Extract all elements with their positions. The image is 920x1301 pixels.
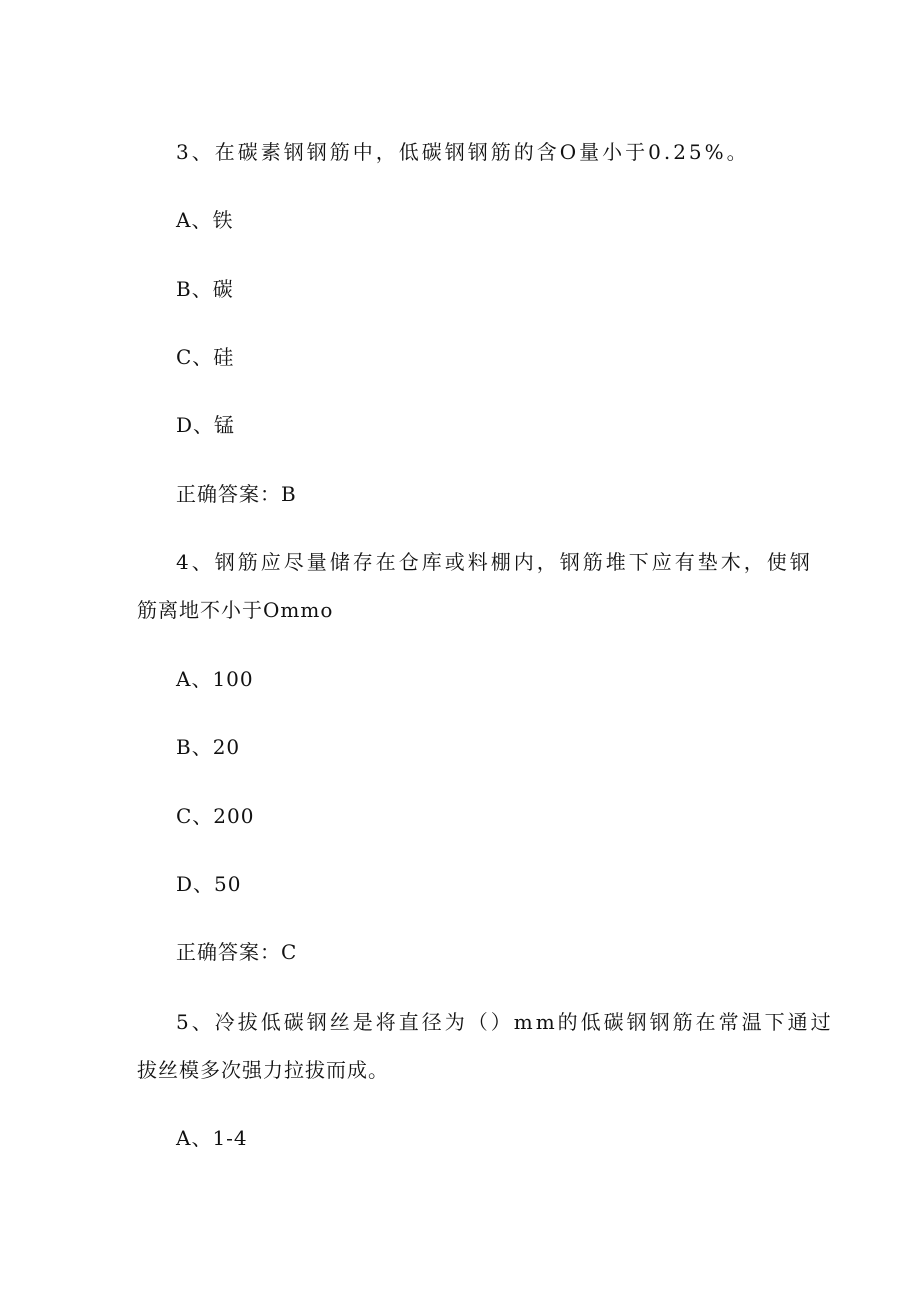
question-3-option-a: A、铁: [176, 208, 234, 232]
question-3-answer: 正确答案：B: [176, 482, 297, 506]
question-5-stem-line-2: 拔丝模多次强力拉拔而成。: [137, 1058, 389, 1082]
question-4-option-d: D、50: [176, 872, 242, 896]
question-4-stem-line-1: 4、钢筋应尽量储存在仓库或料棚内，钢筋堆下应有垫木，使钢: [176, 550, 813, 574]
question-3-option-d: D、锰: [176, 413, 236, 437]
question-4-option-a: A、100: [176, 667, 254, 691]
question-5-option-a: A、1-4: [176, 1126, 248, 1150]
question-3-option-c: C、硅: [176, 345, 235, 369]
question-4-stem-line-2: 筋离地不小于Ommo: [137, 598, 334, 622]
question-4-answer: 正确答案：C: [176, 940, 298, 964]
question-5-stem-line-1: 5、冷拔低碳钢丝是将直径为（）mm的低碳钢钢筋在常温下通过: [176, 1010, 834, 1034]
question-3-stem: 3、在碳素钢钢筋中，低碳钢钢筋的含O量小于0.25%。: [176, 140, 750, 164]
question-3-option-b: B、碳: [176, 277, 234, 301]
question-4-option-b: B、20: [176, 735, 241, 759]
question-4-option-c: C、200: [176, 804, 255, 828]
